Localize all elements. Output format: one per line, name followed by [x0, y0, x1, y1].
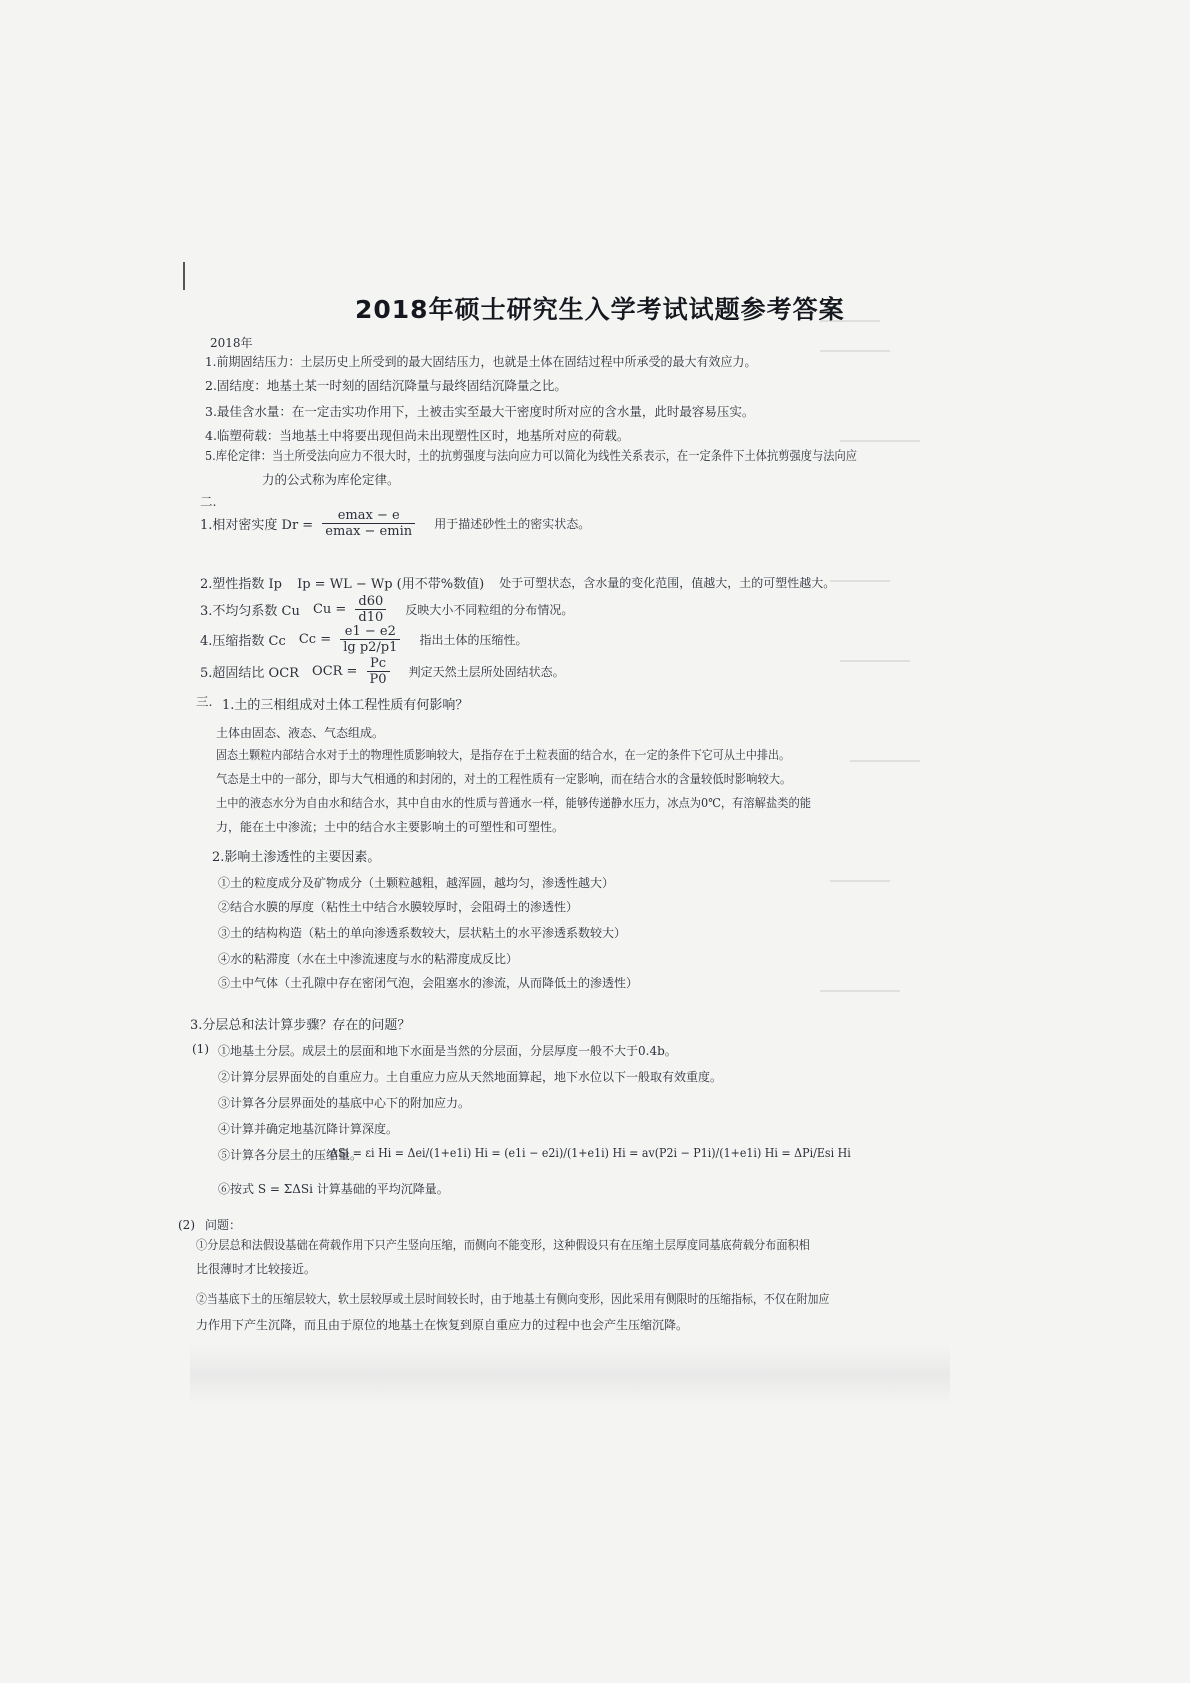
section-3-heading: 三.: [196, 694, 213, 709]
q2-line-5: ⑤土中气体（土孔隙中存在密闭气泡，会阻塞水的渗流，从而降低土的渗透性）: [218, 976, 639, 990]
q1-line-3: 气态是土中的一部分，即与大气相通的和封闭的，对土的工程性质有一定影响，而在结合水的含量较低时影响较大。: [216, 772, 792, 786]
q3-problem-line-4: 力作用下产生沉降，而且由于原位的地基土在恢复到原自重应力的过程中也会产生压缩沉降。: [196, 1318, 689, 1332]
q3-step-6: ⑥按式 S = ΣΔSi 计算基础的平均沉降量。: [218, 1182, 449, 1196]
formula-ocr: 5.超固结比 OCR OCR = $\frac{Pc}{P0}$ 判定天然土层所处固结状态。: [200, 656, 565, 687]
definition-line-4: 4.临塑荷载：当地基土中将要出现但尚未出现塑性区时，地基所对应的荷载。: [205, 428, 630, 443]
definition-line-1: 1.前期固结压力：土层历史上所受到的最大固结压力，也就是土体在固结过程中所承受的最大有效应力。: [205, 354, 757, 369]
section-2-heading: 二.: [200, 494, 217, 509]
q1-line-4: 土中的液态水分为自由水和结合水，其中自由水的性质与普通水一样，能够传递静水压力，冰点为0℃，有溶解盐类的能: [216, 796, 812, 810]
fraction-dr: $\frac{emax - e}{emax - emin}$: [322, 508, 415, 539]
q3-part1-label: (1): [192, 1042, 209, 1056]
formula-compression-index: 4.压缩指数 Cc Cc = $\frac{e1 - e2}{\text{lg p2/p1}}$ 指出土体的压缩性。: [200, 624, 528, 655]
definition-line-6: 力的公式称为库伦定律。: [262, 472, 400, 487]
formula-plasticity-index: 2.塑性指数 Ip Ip = WL − Wp (用不带%数值) 处于可塑状态，含水量的变化范围，值越大，土的可塑性越大。: [200, 576, 836, 592]
q3-compression-formula: ΔSi = εi Hi = Δei/(1+e1i) Hi = (e1i − e2i)/(1+e1i) Hi = av(P2i − P1i)/(1+e1i) Hi = ΔPi/Esi Hi: [330, 1146, 851, 1160]
question-2: 2.影响土渗透性的主要因素。: [212, 850, 381, 865]
q3-step-2: ②计算分层界面处的自重应力。土自重应力应从天然地面算起，地下水位以下一般取有效重度。: [218, 1070, 723, 1084]
q3-step-3: ③计算各分层界面处的基底中心下的附加应力。: [218, 1096, 471, 1110]
definition-line-2: 2.固结度：地基土某一时刻的固结沉降量与最终固结沉降量之比。: [205, 378, 567, 393]
q3-problem-line-1: ①分层总和法假设基础在荷载作用下只产生竖向压缩，而侧向不能变形，这种假设只有在压缩土层厚度同基底荷载分布面积相: [196, 1238, 810, 1252]
q1-line-1: 土体由固态、液态、气态组成。: [216, 726, 385, 740]
q2-line-2: ②结合水膜的厚度（粘性土中结合水膜较厚时，会阻碍土的渗透性）: [218, 900, 579, 914]
definition-line-5: 5.库伦定律：当土所受法向应力不很大时，土的抗剪强度与法向应力可以简化为线性关系表示，在一定条件下土体抗剪强度与法向应: [205, 448, 857, 463]
question-3: 3.分层总和法计算步骤？存在的问题？: [190, 1018, 411, 1033]
q3-step-4: ④计算并确定地基沉降计算深度。: [218, 1122, 399, 1136]
q1-line-2: 固态土颗粒内部结合水对于土的物理性质影响较大，是指存在于土粒表面的结合水，在一定的条件下它可从土中排出。: [216, 748, 791, 762]
scan-smudge: [190, 1345, 950, 1405]
formula-uniformity-coefficient: 3.不均匀系数 Cu Cu = $\frac{d60}{d10}$ 反映大小不同粒组的分布情况。: [200, 594, 574, 625]
q3-problem-line-2: 比很薄时才比较接近。: [196, 1262, 317, 1276]
q3-problems-heading: 问题：: [205, 1218, 242, 1232]
formula-relative-density: 1.相对密实度 Dr = $\frac{emax - e}{emax - emin}$ 用于描述砂性土的密实状态。: [200, 508, 591, 539]
q3-step-1: ①地基土分层。成层土的层面和地下水面是当然的分层面，分层厚度一般不大于0.4b。: [218, 1044, 677, 1058]
q1-line-5: 力，能在土中渗流；土中的结合水主要影响土的可塑性和可塑性。: [216, 820, 565, 834]
question-1: 1.土的三相组成对土体工程性质有何影响？: [222, 698, 469, 713]
q2-line-4: ④水的粘滞度（水在土中渗流速度与水的粘滞度成反比）: [218, 952, 519, 966]
q2-line-1: ①土的粒度成分及矿物成分（土颗粒越粗，越浑圆，越均匀，渗透性越大）: [218, 876, 615, 890]
q3-part2-label: (2): [178, 1218, 195, 1232]
scan-edge-mark: [183, 262, 185, 290]
year-label: 2018年: [210, 336, 253, 350]
q3-problem-line-3: ②当基底下土的压缩层较大，软土层较厚或土层时间较长时，由于地基土有侧向变形，因此采用有侧限时的压缩指标，不仅在附加应: [196, 1292, 830, 1306]
definition-line-3: 3.最佳含水量：在一定击实功作用下，土被击实至最大干密度时所对应的含水量，此时最容易压实。: [205, 404, 755, 419]
q3-step-5: ⑤计算各分层土的压缩量。: [218, 1148, 363, 1162]
q2-line-3: ③土的结构构造（粘土的单向渗透系数较大，层状粘土的水平渗透系数较大）: [218, 926, 627, 940]
document-title: 2018年硕士研究生入学考试试题参考答案: [355, 295, 845, 324]
